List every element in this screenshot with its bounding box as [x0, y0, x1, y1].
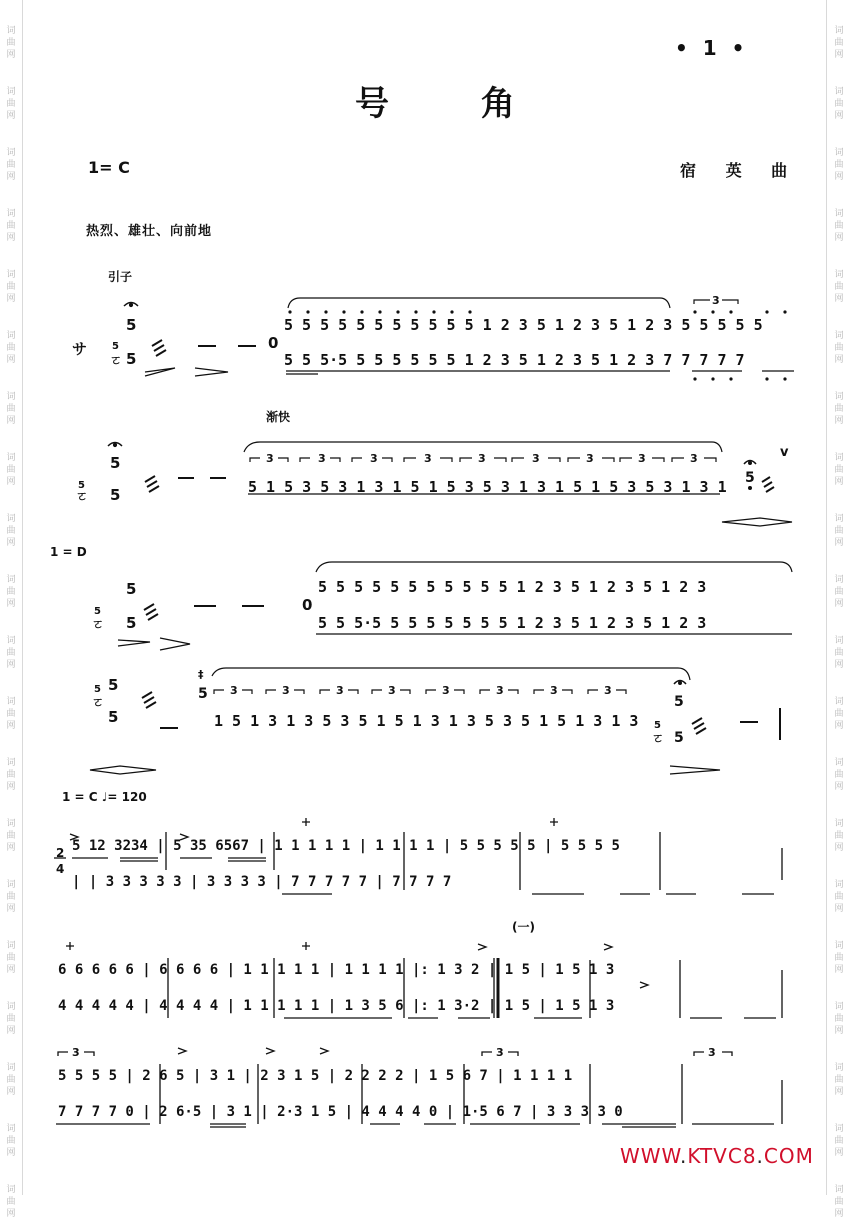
svg-text:3: 3 [604, 684, 612, 697]
watermark-char: 网 [6, 1087, 16, 1097]
system-4-opening [90, 668, 208, 774]
watermark-char: 网 [6, 599, 16, 609]
svg-text:0: 0 [302, 596, 313, 614]
watermark-char: 词 [834, 758, 844, 768]
watermark-char: 网 [834, 50, 844, 60]
watermark-char: 网 [834, 965, 844, 975]
watermark-char: 网 [6, 111, 16, 121]
watermark-char: 曲 [6, 648, 16, 658]
key-change-d: 1 = D [50, 545, 87, 559]
watermark-char: 网 [834, 1026, 844, 1036]
watermark-char: 词 [834, 392, 844, 402]
watermark-char: 词 [6, 1185, 16, 1195]
system-5-marks [54, 818, 782, 894]
system-3-slurs [316, 562, 792, 634]
watermark-char: 网 [6, 904, 16, 914]
svg-text:5: 5 [110, 454, 121, 472]
svg-text:5: 5 [654, 720, 661, 731]
watermark-char: 网 [834, 721, 844, 731]
system-7-upper: 5 5 5 5 | 2 6 5 | 3 1 | 2 3 1 5 | 2 2 2 2 | 1 5 6 7 | 1 1 1 1 [58, 1068, 573, 1084]
watermark-char: 网 [834, 1087, 844, 1097]
svg-text:3: 3 [442, 684, 450, 697]
svg-text:‡: ‡ [198, 668, 204, 681]
svg-text:5: 5 [674, 694, 684, 710]
system-1-dots [288, 310, 786, 380]
svg-text:ㄛ: ㄛ [92, 617, 105, 631]
watermark-char: 曲 [834, 160, 844, 170]
watermark-char: 曲 [834, 465, 844, 475]
watermark-char: 曲 [834, 1075, 844, 1085]
watermark-char: 曲 [834, 221, 844, 231]
system-1-slurs [286, 294, 794, 374]
watermark-char: 词 [6, 575, 16, 585]
system-7-marks [56, 1046, 782, 1127]
watermark-char: 词 [834, 941, 844, 951]
svg-text:3: 3 [370, 452, 378, 465]
system-6-lower: 4 4 4 4 4 | 4 4 4 4 | 1 1 1 1 1 | 1 3 5 6 |: 1 3·2 | 1 5 | 1 5 1 3 [58, 998, 615, 1014]
svg-text:5: 5 [108, 676, 119, 694]
watermark-char: 网 [6, 233, 16, 243]
svg-text:3: 3 [532, 452, 540, 465]
watermark-char: 词 [834, 1002, 844, 1012]
system-4-ending [652, 681, 780, 775]
watermark-char: 网 [6, 294, 16, 304]
watermark-char: 曲 [6, 282, 16, 292]
svg-text:3: 3 [72, 1046, 80, 1059]
watermark-char: 词 [834, 697, 844, 707]
svg-text:0: 0 [268, 334, 279, 352]
svg-text:3: 3 [266, 452, 274, 465]
system-5-lower: | | 3 3 3 3 3 | 3 3 3 3 | 7 7 7 7 7 | 7 7 7 7 [72, 874, 452, 890]
watermark-char: 网 [834, 355, 844, 365]
watermark-char: 词 [6, 880, 16, 890]
watermark-char: 曲 [6, 1014, 16, 1024]
watermark-char: 词 [834, 880, 844, 890]
watermark-char: 词 [834, 26, 844, 36]
system-6-marks [66, 942, 782, 1018]
watermark-char: 词 [834, 819, 844, 829]
watermark-char: 曲 [6, 160, 16, 170]
system-7-lower: 7 7 7 7 0 | 2 6·5 | 3 1 | 2·3 1 5 | 4 4 4 4 0 | 1·5 6 7 | 3 3 3 3 0 [58, 1104, 623, 1120]
svg-text:5: 5 [94, 606, 101, 617]
watermark-char: 词 [6, 758, 16, 768]
watermark-char: 词 [6, 1063, 16, 1073]
time-signature-top: 2 [56, 846, 65, 860]
page-number: • 1 • [675, 36, 749, 60]
watermark-char: 网 [834, 1148, 844, 1158]
watermark-char: 网 [6, 843, 16, 853]
watermark-char: 网 [6, 1026, 16, 1036]
system-2-ending [744, 445, 789, 492]
watermark-char: 曲 [6, 465, 16, 475]
svg-text:5: 5 [674, 730, 684, 746]
watermark-char: 曲 [834, 1197, 844, 1207]
svg-text:5: 5 [126, 350, 137, 368]
svg-text:3: 3 [336, 684, 344, 697]
svg-text:5: 5 [112, 341, 119, 352]
svg-text:5: 5 [108, 708, 119, 726]
watermark-char: 词 [6, 331, 16, 341]
svg-text:5: 5 [126, 316, 137, 334]
watermark-char: 网 [834, 782, 844, 792]
svg-text:3: 3 [424, 452, 432, 465]
watermark-char: 曲 [6, 892, 16, 902]
watermark-char: 词 [834, 636, 844, 646]
system-2-opening [76, 443, 226, 505]
watermark-char: 词 [6, 514, 16, 524]
watermark-char: 网 [834, 233, 844, 243]
watermark-char: 曲 [834, 1136, 844, 1146]
svg-text:5: 5 [78, 480, 85, 491]
sanban-mark: サ [72, 340, 88, 358]
svg-text:v: v [780, 445, 789, 460]
watermark-char: 曲 [834, 709, 844, 719]
watermark-char: 网 [834, 477, 844, 487]
watermark-char: 词 [6, 1124, 16, 1134]
watermark-char: 曲 [6, 831, 16, 841]
system-1-lower: 5 5 5·5 5 5 5 5 5 5 1 2 3 5 1 2 3 5 1 2 3 7 7 7 7 7 [284, 351, 745, 369]
time-signature-bottom: 4 [56, 862, 65, 876]
system-1-opening [110, 303, 278, 377]
system-5-upper: 5 12 3234 | 5 35 6567 | 1 1 1 1 1 | 1 1 1 1 | 5 5 5 5 5 | 5 5 5 5 [72, 838, 620, 854]
watermark-char: 曲 [834, 38, 844, 48]
watermark-char: 曲 [834, 404, 844, 414]
svg-text:3: 3 [638, 452, 646, 465]
watermark-char: 词 [834, 514, 844, 524]
system-3-lower: 5 5 5·5 5 5 5 5 5 5 5 1 2 3 5 1 2 3 5 1 2 3 [318, 614, 707, 632]
watermark-char: 词 [834, 148, 844, 158]
svg-text:ㄛ: ㄛ [92, 695, 105, 709]
watermark-char: 网 [6, 1148, 16, 1158]
svg-text:ㄛ: ㄛ [76, 489, 89, 503]
watermark-char: 词 [6, 270, 16, 280]
watermark-char: 词 [6, 941, 16, 951]
watermark-char: 网 [6, 782, 16, 792]
system-6-upper: 6 6 6 6 6 | 6 6 6 6 | 1 1 1 1 1 | 1 1 1 1 |: 1 3 2 | 1 5 | 1 5 1 3 [58, 962, 615, 978]
watermark-char: 网 [6, 50, 16, 60]
watermark-char: 曲 [834, 587, 844, 597]
site-dot-1: . [680, 1144, 688, 1168]
watermark-char: 曲 [834, 648, 844, 658]
watermark-char: 词 [6, 392, 16, 402]
watermark-char: 网 [6, 416, 16, 426]
watermark-char: 曲 [834, 526, 844, 536]
svg-text:5: 5 [126, 614, 137, 632]
watermark-char: 网 [834, 660, 844, 670]
watermark-char: 词 [834, 1063, 844, 1073]
svg-text:3: 3 [478, 452, 486, 465]
watermark-char: 曲 [834, 99, 844, 109]
watermark-char: 网 [6, 721, 16, 731]
watermark-char: 词 [834, 270, 844, 280]
svg-text:3: 3 [586, 452, 594, 465]
system-4-triplets [230, 684, 612, 697]
svg-text:3: 3 [712, 294, 720, 307]
watermark-char: 词 [6, 819, 16, 829]
watermark-char: 曲 [834, 770, 844, 780]
system-4-notes: 1 5 1 3 1 3 5 3 5 1 5 1 3 1 3 5 3 5 1 5 1 3 1 3 [214, 712, 639, 730]
watermark-char: 词 [6, 1002, 16, 1012]
svg-text:5: 5 [745, 470, 755, 486]
site-tld: COM [763, 1144, 814, 1168]
svg-text:3: 3 [318, 452, 326, 465]
watermark-char: 曲 [834, 953, 844, 963]
watermark-char: 词 [6, 209, 16, 219]
watermark-char: 网 [6, 965, 16, 975]
watermark-char: 曲 [6, 526, 16, 536]
site-prefix: WWW [620, 1144, 681, 1168]
watermark-char: 网 [6, 355, 16, 365]
svg-text:5: 5 [126, 580, 137, 598]
watermark-char: 词 [834, 209, 844, 219]
system-2-slurs [244, 442, 792, 526]
watermark-char: 曲 [6, 221, 16, 231]
watermark-char: 网 [6, 1209, 16, 1219]
watermark-char: 曲 [6, 1136, 16, 1146]
svg-text:3: 3 [708, 1046, 716, 1059]
watermark-char: 网 [834, 416, 844, 426]
watermark-char: 网 [834, 843, 844, 853]
watermark-char: 词 [834, 575, 844, 585]
system-3-opening [92, 580, 312, 650]
watermark-char: 词 [6, 453, 16, 463]
watermark-char: 网 [834, 538, 844, 548]
svg-text:3: 3 [496, 1046, 504, 1059]
composer-credit: 宿 英 曲 [680, 161, 800, 180]
watermark-char: 曲 [834, 1014, 844, 1024]
site-domain: KTVC8 [687, 1144, 757, 1168]
watermark-char: 曲 [6, 709, 16, 719]
accel-label: 渐快 [266, 410, 291, 424]
watermark-char: 词 [6, 26, 16, 36]
svg-text:3: 3 [388, 684, 396, 697]
watermark-char: 网 [834, 1209, 844, 1219]
svg-text:ㄛ: ㄛ [652, 731, 665, 745]
site-dot-2: . [756, 1144, 764, 1168]
system-3-upper: 5 5 5 5 5 5 5 5 5 5 5 1 2 3 5 1 2 3 5 1 2 3 [318, 578, 707, 596]
watermark-char: 词 [6, 636, 16, 646]
watermark-char: 网 [834, 172, 844, 182]
svg-text:3: 3 [550, 684, 558, 697]
watermark-char: 词 [6, 87, 16, 97]
watermark-char: 曲 [834, 892, 844, 902]
site-watermark [620, 1144, 814, 1168]
watermark-char: 曲 [6, 770, 16, 780]
watermark-char: 网 [834, 111, 844, 121]
watermark-char: 网 [834, 599, 844, 609]
watermark-char: 曲 [6, 99, 16, 109]
watermark-char: 词 [834, 1185, 844, 1195]
watermark-char: 网 [6, 477, 16, 487]
watermark-char: 曲 [834, 831, 844, 841]
svg-text:5: 5 [110, 486, 121, 504]
svg-text:3: 3 [690, 452, 698, 465]
watermark-char: 曲 [6, 1197, 16, 1207]
system-1-upper: 5 5 5 5 5 5 5 5 5 5 5 1 2 3 5 1 2 3 5 1 2 3 5 5 5 5 5 [284, 316, 763, 334]
watermark-char: 网 [834, 904, 844, 914]
watermark-char: 曲 [834, 343, 844, 353]
watermark-char: 词 [6, 148, 16, 158]
key-signature: 1= C [88, 158, 130, 177]
svg-text:5: 5 [198, 686, 208, 702]
svg-text:3: 3 [496, 684, 504, 697]
watermark-char: 曲 [6, 587, 16, 597]
watermark-char: 曲 [6, 404, 16, 414]
watermark-char: 词 [6, 697, 16, 707]
watermark-char: 曲 [6, 1075, 16, 1085]
intro-label: 引子 [108, 270, 133, 284]
watermark-char: 网 [6, 660, 16, 670]
watermark-char: 词 [834, 1124, 844, 1134]
watermark-char: 曲 [6, 343, 16, 353]
svg-text:ㄛ: ㄛ [110, 353, 123, 367]
watermark-char: 词 [834, 331, 844, 341]
section-one-label: (一) [512, 920, 535, 934]
watermark-char: 网 [6, 172, 16, 182]
watermark-char: 曲 [834, 282, 844, 292]
watermark-char: 曲 [6, 953, 16, 963]
system-2-notes: 5 1 5 3 5 3 1 3 1 5 1 5 3 5 3 1 3 1 5 1 5 3 5 3 1 3 1 [248, 478, 727, 496]
watermark-char: 曲 [6, 38, 16, 48]
svg-text:3: 3 [282, 684, 290, 697]
watermark-char: 词 [834, 87, 844, 97]
key-change-c-tempo: 1 = C ♩= 120 [62, 790, 147, 804]
watermark-char: 网 [6, 538, 16, 548]
watermark-char: 网 [834, 294, 844, 304]
svg-text:3: 3 [230, 684, 238, 697]
expression-marking: 热烈、雄壮、向前地 [86, 224, 213, 239]
watermark-char: 词 [834, 453, 844, 463]
page-title: 号 角 [355, 84, 555, 124]
svg-text:5: 5 [94, 684, 101, 695]
